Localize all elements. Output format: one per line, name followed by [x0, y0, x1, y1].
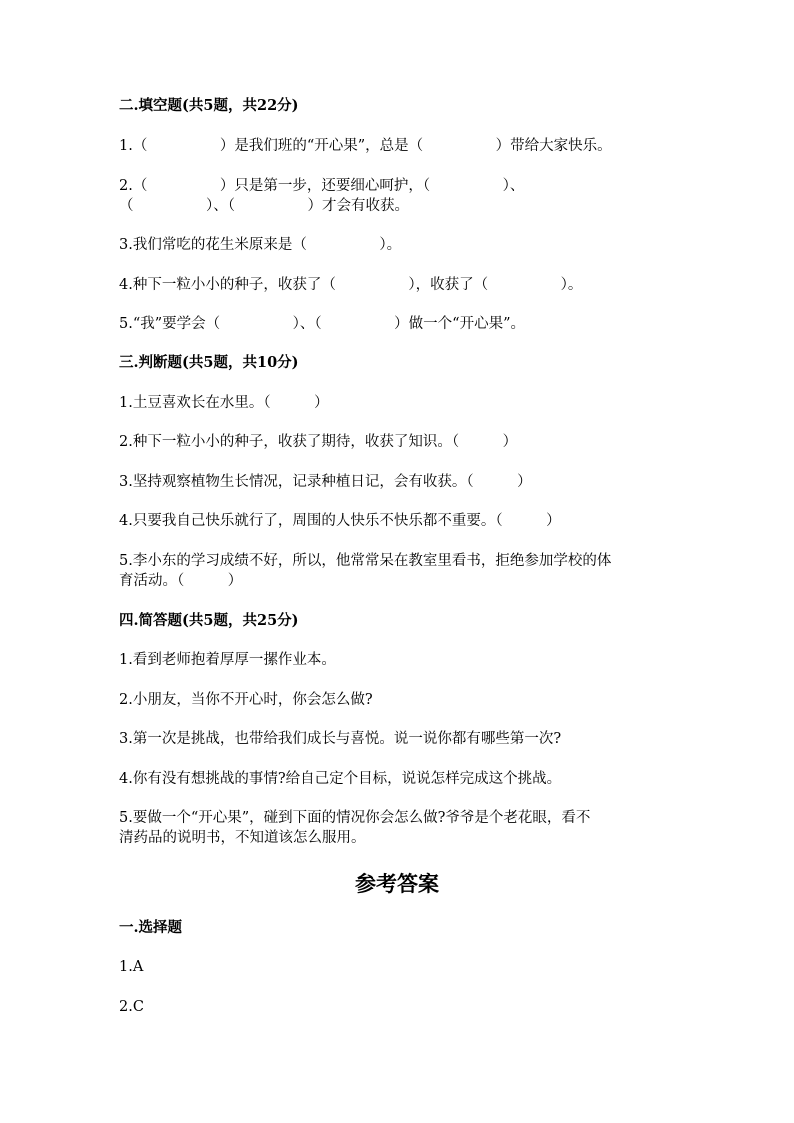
true-false-question-2: 2.种下一粒小小的种子，收获了期待，收获了知识。（ ） — [119, 434, 518, 450]
fill-blank-question-1: 1.（ ）是我们班的“开心果”，总是（ ）带给大家快乐。 — [119, 138, 612, 154]
answer-2: 2.C — [119, 999, 144, 1015]
true-false-question-4: 4.只要我自己快乐就行了，周围的人快乐不快乐都不重要。（ ） — [119, 513, 561, 529]
short-answer-question-5-line-1: 5.要做一个“开心果”，碰到下面的情况你会怎么做?爷爷是个老花眼，看不 — [119, 810, 591, 826]
fill-blank-question-3: 3.我们常吃的花生米原来是（ ）。 — [119, 237, 402, 253]
fill-blank-question-4: 4.种下一粒小小的种子，收获了（ ），收获了（ ）。 — [119, 277, 583, 293]
short-answer-question-3: 3.第一次是挑战，也带给我们成长与喜悦。说一说你都有哪些第一次? — [119, 731, 562, 747]
true-false-question-1: 1.土豆喜欢长在水里。（ ） — [119, 395, 329, 411]
fill-blank-question-2-line-2: （ ）、（ ）才会有收获。 — [119, 198, 409, 214]
fill-blank-question-2-line-1: 2.（ ）只是第一步，还要细心呵护，（ ）、 — [119, 178, 525, 194]
section-heading-short-answer: 四.简答题(共5题，共25分) — [119, 612, 299, 629]
section-heading-true-false: 三.判断题(共5题，共10分) — [119, 354, 299, 371]
short-answer-question-1: 1.看到老师抱着厚厚一摞作业本。 — [119, 652, 336, 668]
answers-choice-heading: 一.选择题 — [119, 919, 183, 936]
short-answer-question-5-line-2: 清药品的说明书，不知道该怎么服用。 — [119, 830, 366, 846]
answers-title: 参考答案 — [355, 871, 439, 896]
short-answer-question-4: 4.你有没有想挑战的事情?给自己定个目标，说说怎样完成这个挑战。 — [119, 771, 562, 787]
true-false-question-5-line-1: 5.李小东的学习成绩不好，所以，他常常呆在教室里看书，拒绝参加学校的体 — [119, 553, 612, 569]
short-answer-question-2: 2.小朋友，当你不开心时，你会怎么做? — [119, 692, 373, 708]
section-heading-fill-blank: 二.填空题(共5题，共22分) — [119, 97, 299, 114]
true-false-question-5-line-2: 育活动。（ ） — [119, 573, 243, 589]
fill-blank-question-5: 5.“我”要学会（ ）、（ ）做一个“开心果”。 — [119, 316, 525, 332]
true-false-question-3: 3.坚持观察植物生长情况，记录种植日记，会有收获。（ ） — [119, 474, 532, 490]
answer-1: 1.A — [119, 959, 144, 975]
